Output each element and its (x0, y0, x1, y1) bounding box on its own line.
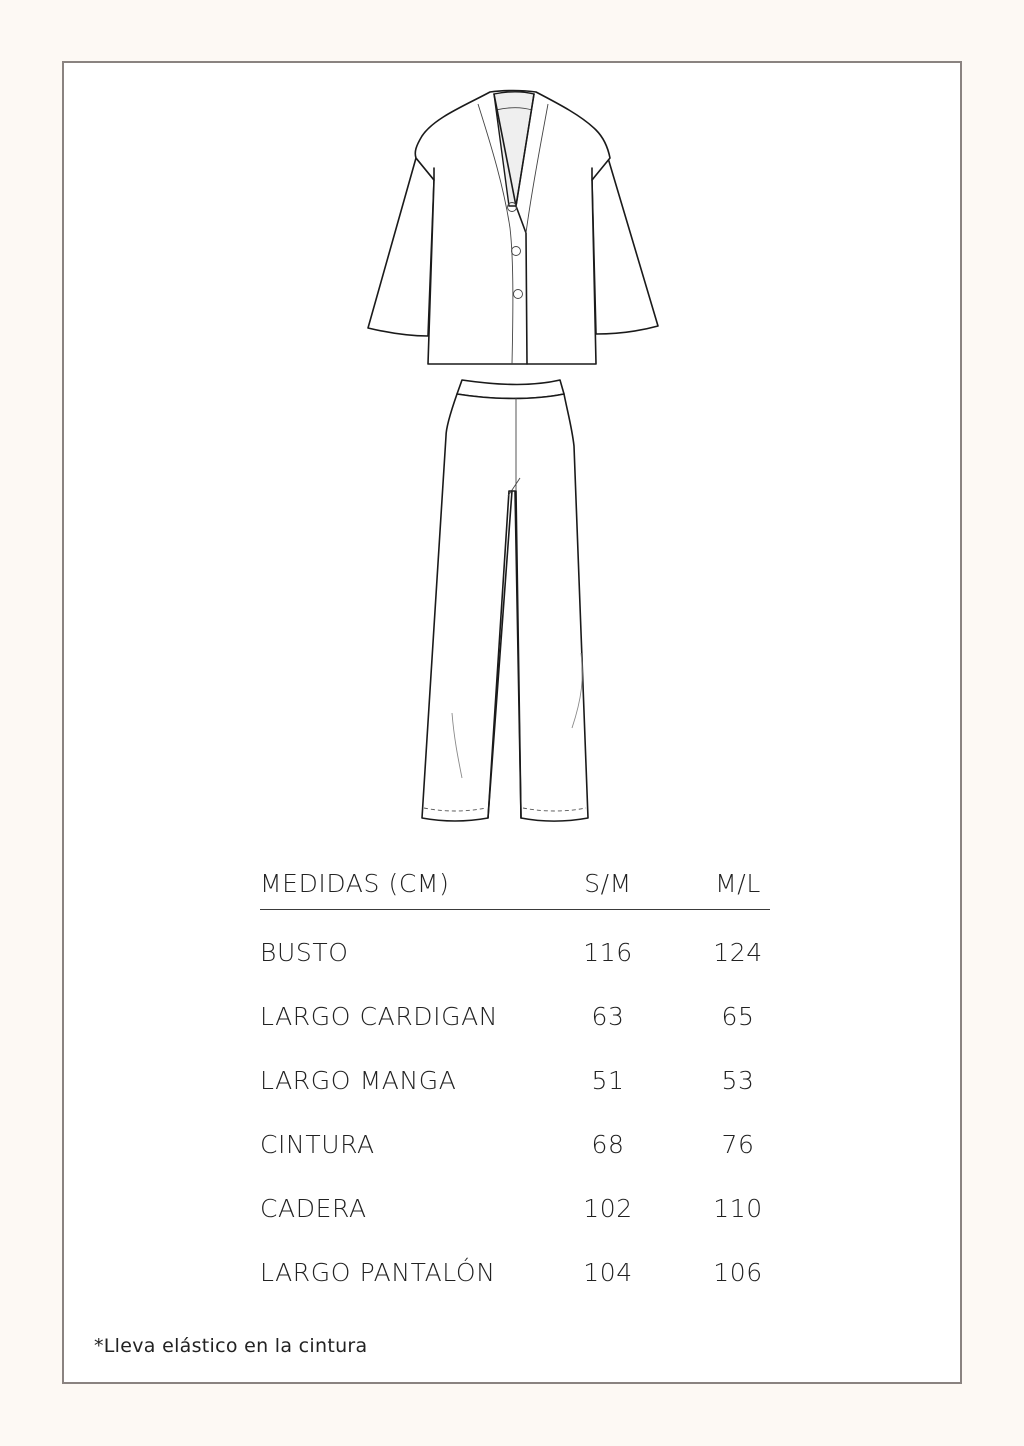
row-label: LARGO PANTALÓN (260, 1258, 496, 1287)
table-row (260, 1258, 770, 1322)
value-ml: 53 (721, 1066, 755, 1095)
size-chart-frame (62, 61, 962, 1384)
footnote: *Lleva elástico en la cintura (94, 1335, 368, 1357)
header-measures: MEDIDAS (CM) (260, 869, 450, 898)
row-label: LARGO CARDIGAN (260, 1002, 499, 1031)
header-size-sm: S/M (584, 869, 632, 898)
table-row (260, 1194, 770, 1258)
value-sm: 104 (583, 1258, 633, 1287)
value-sm: 116 (583, 938, 633, 967)
row-label: CINTURA (260, 1130, 375, 1159)
table-row (260, 1002, 770, 1066)
value-ml: 76 (721, 1130, 755, 1159)
value-sm: 63 (591, 1002, 625, 1031)
table-row (260, 938, 770, 1002)
row-label: CADERA (260, 1194, 367, 1223)
table-row (260, 1066, 770, 1130)
value-ml: 110 (713, 1194, 763, 1223)
row-label: LARGO MANGA (260, 1066, 457, 1095)
cardigan-sketch-icon (364, 88, 664, 368)
pants-illustration (404, 378, 624, 833)
value-ml: 124 (713, 938, 763, 967)
measurements-table (260, 869, 770, 1322)
value-sm: 102 (583, 1194, 633, 1223)
value-sm: 68 (591, 1130, 625, 1159)
value-ml: 65 (721, 1002, 755, 1031)
cardigan-illustration (364, 88, 664, 368)
value-ml: 106 (713, 1258, 763, 1287)
value-sm: 51 (591, 1066, 625, 1095)
pants-sketch-icon (404, 378, 624, 833)
row-label: BUSTO (260, 938, 349, 967)
header-divider (260, 909, 770, 910)
header-size-ml: M/L (715, 869, 761, 898)
table-row (260, 1130, 770, 1194)
table-header-row (260, 869, 770, 909)
